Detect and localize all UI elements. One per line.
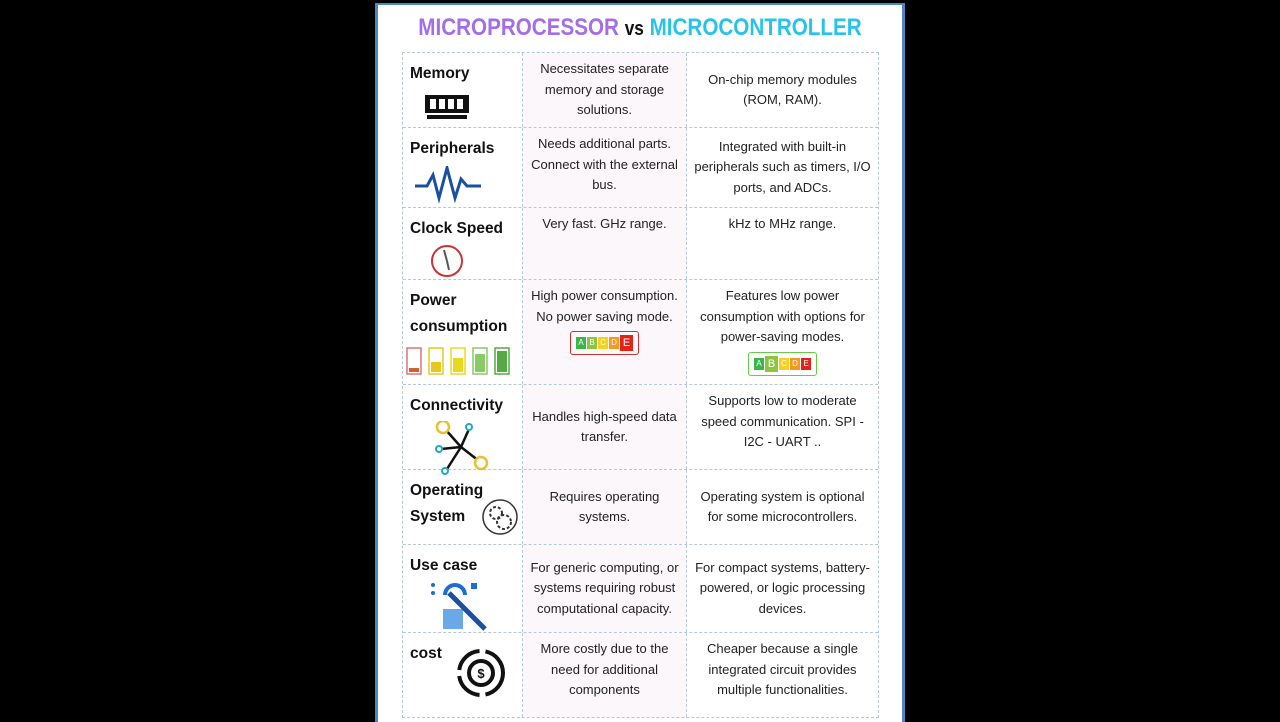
microcontroller-text: Supports low to moderate speed communication. SPI - I2C - UART .. xyxy=(701,393,864,449)
microprocessor-text: More costly due to the need for additional components xyxy=(540,641,669,697)
microcontroller-cell xyxy=(687,470,878,544)
feature-label: Clock Speed xyxy=(410,220,504,237)
rating-letter: A xyxy=(576,337,586,349)
feature-label: Peripherals xyxy=(410,140,495,157)
table-row xyxy=(403,470,878,545)
feature-label: Use case xyxy=(410,557,478,574)
feature-label: Memory xyxy=(410,65,470,82)
microprocessor-cell xyxy=(523,633,687,717)
microcontroller-cell xyxy=(687,385,878,469)
microprocessor-text: For generic computing, or systems requiring robust computational capacity. xyxy=(530,559,679,616)
microprocessor-text: High power consumption. No power saving mode. xyxy=(531,288,678,324)
microprocessor-text: Requires operating systems. xyxy=(549,488,660,524)
energy-rating-badge xyxy=(570,331,639,355)
microcontroller-cell xyxy=(687,633,878,717)
microcontroller-text: kHz to MHz range. xyxy=(728,216,837,231)
energy-rating-badge xyxy=(748,352,817,376)
feature-cell xyxy=(403,470,523,544)
table-row xyxy=(403,53,878,128)
rating-letter: D xyxy=(790,358,800,370)
rating-letter: B xyxy=(765,356,778,372)
microprocessor-cell xyxy=(523,385,687,469)
microcontroller-cell xyxy=(687,53,878,127)
table-row xyxy=(403,128,878,208)
microcontroller-cell xyxy=(687,280,878,384)
feature-cell xyxy=(403,385,523,469)
rating-letter: D xyxy=(609,337,619,349)
microprocessor-cell xyxy=(523,53,687,127)
feature-cell xyxy=(403,53,523,127)
table-row xyxy=(403,385,878,470)
feature-label: cost xyxy=(410,645,442,662)
feature-cell xyxy=(403,128,523,207)
rating-letter: C xyxy=(598,337,608,349)
svg-text:$: $ xyxy=(477,666,485,681)
comparison-table xyxy=(402,52,879,718)
microcontroller-text: Operating system is optional for some microcontrollers. xyxy=(700,488,865,524)
rating-letter: E xyxy=(620,335,633,351)
feature-cell xyxy=(403,280,523,384)
microprocessor-text: Needs additional parts. Connect with the external bus. xyxy=(531,136,678,192)
microprocessor-cell xyxy=(523,470,687,544)
infographic-panel xyxy=(375,3,905,722)
rating-letter: C xyxy=(779,358,789,370)
microprocessor-text: Handles high-speed data transfer. xyxy=(532,408,677,444)
microcontroller-text: Integrated with built-in peripherals such as timers, I/O ports, and ADCs. xyxy=(694,138,871,195)
feature-cell xyxy=(403,633,523,717)
microcontroller-text: Features low power consumption with options for power-saving modes. xyxy=(700,288,865,344)
microprocessor-cell xyxy=(523,208,687,279)
table-row xyxy=(403,633,878,717)
table-row xyxy=(403,280,878,385)
microcontroller-text: For compact systems, battery-powered, or logic processing devices. xyxy=(695,559,870,616)
microprocessor-cell xyxy=(523,280,687,384)
rating-letter: E xyxy=(801,358,811,370)
microcontroller-cell xyxy=(687,545,878,632)
table-row xyxy=(403,545,878,633)
microprocessor-text: Necessitates separate memory and storage solutions. xyxy=(540,61,669,117)
table-row xyxy=(403,208,878,280)
microcontroller-text: On-chip memory modules (ROM, RAM). xyxy=(708,71,857,107)
rating-letter: A xyxy=(754,358,764,370)
feature-cell xyxy=(403,208,523,279)
rating-letter: B xyxy=(587,337,597,349)
microcontroller-text: Cheaper because a single integrated circuit provides multiple functionalities. xyxy=(706,641,859,697)
microcontroller-cell xyxy=(687,208,878,279)
feature-label: Connectivity xyxy=(410,397,504,414)
feature-label: Power consumption xyxy=(410,292,508,335)
microprocessor-cell xyxy=(523,128,687,207)
microcontroller-cell xyxy=(687,128,878,207)
feature-label: Operating System xyxy=(410,482,484,525)
microprocessor-cell xyxy=(523,545,687,632)
feature-cell xyxy=(403,545,523,632)
microprocessor-text: Very fast. GHz range. xyxy=(542,216,667,231)
page-title: MICROPROCESSOR vs MICROCONTROLLER xyxy=(418,14,862,41)
